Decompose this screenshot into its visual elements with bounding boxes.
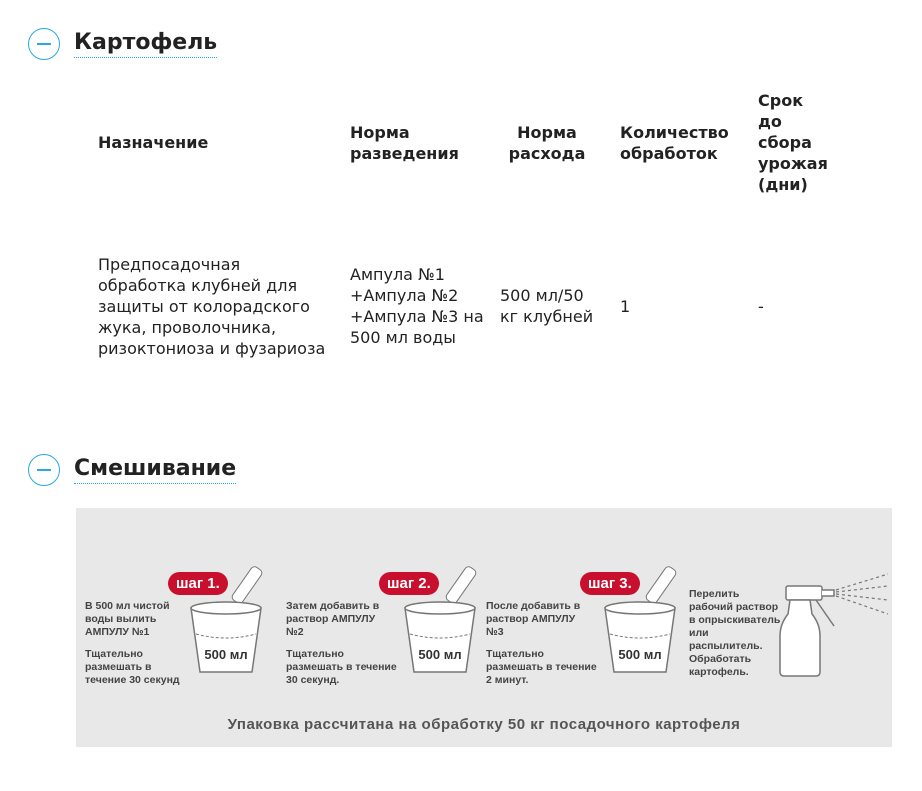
header-dilution: Норма разведения [350, 122, 459, 163]
table-header-row [90, 82, 836, 203]
step-1-cup-icon [186, 560, 276, 680]
infographic-caption: Упаковка рассчитана на обработку 50 кг посадочного картофеля [227, 716, 741, 733]
cell-harvest-days: - [758, 296, 764, 316]
collapse-minus-icon[interactable] [28, 454, 60, 486]
step-1-badge: шаг 1. [168, 572, 228, 595]
step-3-cup-label: 500 мл [618, 647, 662, 662]
step-2-cup-label: 500 мл [418, 647, 462, 662]
potato-section-header[interactable] [28, 28, 217, 60]
step-1-cup-label: 500 мл [204, 647, 248, 662]
mixing-section-header[interactable] [28, 454, 236, 486]
step-3-badge: шаг 3. [580, 572, 640, 595]
step-1-stir-note: Тщательно размешать в течение 30 секунд [85, 648, 180, 686]
step-3-instruction: После добавить в раствор АМПУЛУ №3 [486, 600, 581, 638]
potato-section-title[interactable]: Картофель [74, 30, 217, 58]
cell-treatments: 1 [620, 296, 631, 316]
header-treatments: Количество обработок [620, 122, 729, 163]
step-2-badge: шаг 2. [379, 572, 439, 595]
cell-dilution: Ампула №1 +Ампула №2 +Ампула №3 на 500 мл воды [350, 265, 484, 347]
collapse-minus-icon[interactable] [28, 28, 60, 60]
step-3-stir-note: Тщательно размешать в течение 2 минут. [486, 648, 597, 686]
cell-consumption: 500 мл/50 кг клубней [500, 286, 594, 326]
header-consumption: Норма расхода [508, 122, 586, 163]
ampoule-icon [445, 565, 478, 605]
ampoule-icon [231, 565, 264, 605]
cell-purpose: Предпосадочная обработка клубней для защиты от колорадского жука, проволочника, ризоктониоза и фузариоза [98, 254, 326, 358]
step-1-instruction: В 500 мл чистой воды вылить АМПУЛУ №1 [85, 600, 170, 638]
mixing-section-title[interactable]: Смешивание [74, 456, 236, 484]
header-harvest-days: Срок до сбора урожая (дни) [758, 91, 828, 194]
step-2-stir-note: Тщательно размешать в течение 30 секунд. [286, 648, 397, 686]
step-3-cup-icon [600, 560, 690, 680]
step-2-cup-icon [400, 560, 490, 680]
mixing-infographic [76, 508, 892, 747]
spray-bottle-icon [776, 566, 892, 678]
final-instruction: Перелить рабочий раствор в опрыскиватель или распылитель. Обработать картофель. [689, 588, 781, 678]
header-purpose: Назначение [98, 133, 209, 152]
step-2-instruction: Затем добавить в раствор АМПУЛУ №2 [286, 600, 380, 638]
ampoule-icon [645, 565, 678, 605]
treatment-table [90, 82, 836, 409]
table-row [90, 203, 836, 409]
